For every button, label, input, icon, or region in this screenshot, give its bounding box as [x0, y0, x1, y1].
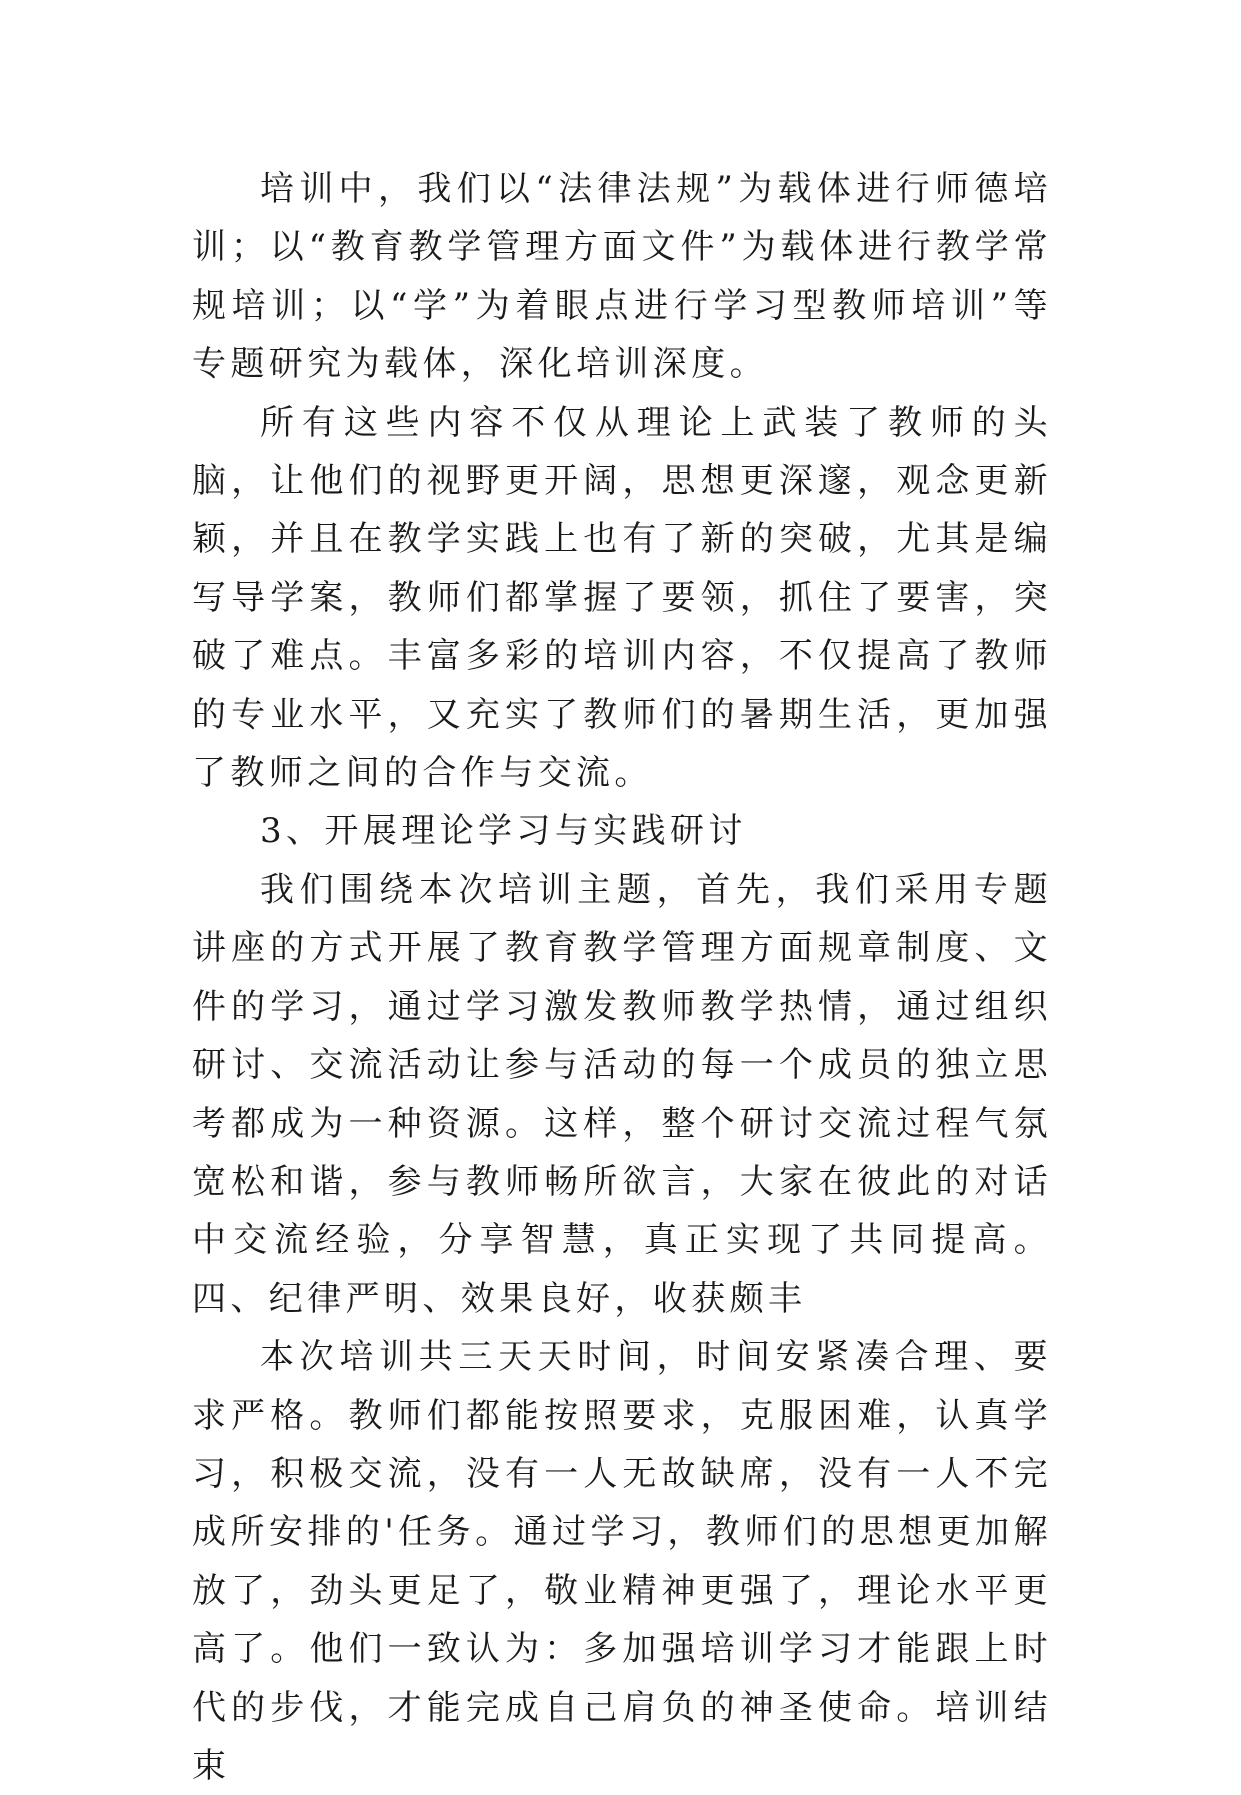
paragraph-training-content: 培训中，我们以“法律法规”为载体进行师德培训；以“教育教学管理方面文件”为载体进行教学常规培训；以“学”为着眼点进行学习型教师培训”等专题研究为载体，深化培训深度。 [192, 169, 1052, 385]
document-body [192, 160, 1052, 1795]
paragraph-theory-practice: 我们围绕本次培训主题，首先，我们采用专题讲座的方式开展了教育教学管理方面规章制度、文件的学习，通过学习激发教师教学热情，通过组织研讨、交流活动让参与活动的每一个成员的独立思考都成为一种资源。这样，整个研讨交流过程气氛宽松和谐，参与教师畅所欲言，大家在彼此的对话中交流经验，分享智慧，真正实现了共同提高。四、纪律严明、效果良好，收获颇丰 [192, 869, 1052, 1319]
paragraph-training-effect: 所有这些内容不仅从理论上武装了教师的头脑，让他们的视野更开阔，思想更深邃，观念更新颖，并且在教学实践上也有了新的突破，尤其是编写导学案，教师们都掌握了要领，抓住了要害，突破了难点。丰富多彩的培训内容，不仅提高了教师的专业水平，又充实了教师们的暑期生活，更加强了教师之间的合作与交流。 [192, 402, 1052, 794]
paragraph-discipline-results: 本次培训共三天天时间，时间安紧凑合理、要求严格。教师们都能按照要求，克服困难，认真学习，积极交流，没有一人无故缺席，没有一人不完成所安排的'任务。通过学习，教师们的思想更加解放了，劲头更足了，敬业精神更强了，理论水平更高了。他们一致认为：多加强培训学习才能跟上时代的步伐，才能完成自己肩负的神圣使命。培训结束 [192, 1337, 1052, 1786]
section-heading: 3、开展理论学习与实践研讨 [260, 811, 747, 852]
